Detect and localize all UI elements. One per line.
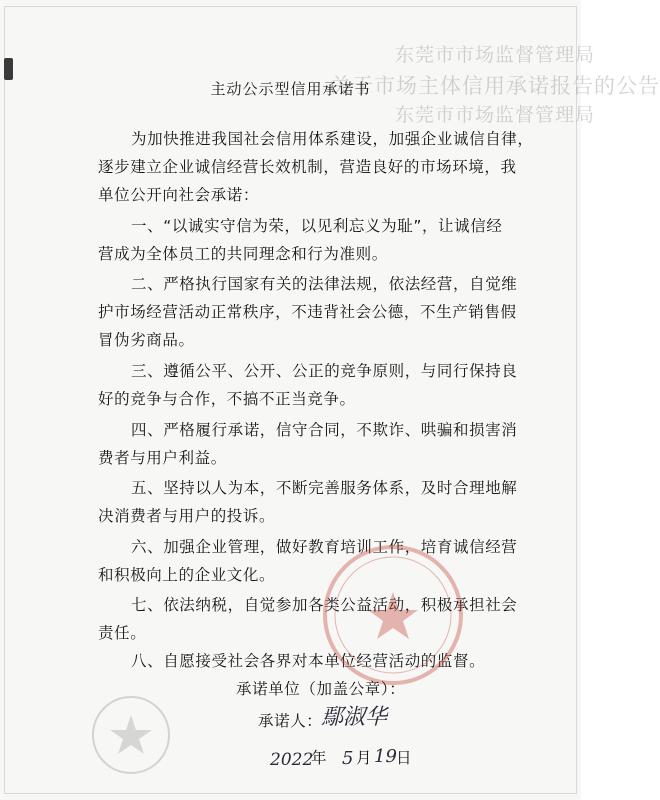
item-2-line-1: 二、严格执行国家有关的法律法规，依法经营，自觉维: [131, 275, 518, 293]
item-8-line-1: 八、自愿接受社会各界对本单位经营活动的监督。: [131, 652, 486, 670]
item-5-line-2: 决消费者与用户的投诉。: [98, 507, 276, 525]
item-2-line-3: 冒伪劣商品。: [98, 331, 195, 349]
date-day-unit: 日: [396, 749, 413, 767]
item-1-line-1: 一、“以诚实守信为荣，以见利忘义为耻”，让诚信经: [131, 217, 503, 235]
item-6-line-1: 六、加强企业管理，做好教育培训工作，培育诚信经营: [131, 538, 518, 556]
date-year-handwritten: 2022: [270, 750, 314, 770]
item-3-line-1: 三、遵循公平、公开、公正的竞争原则，与同行保持良: [131, 362, 518, 380]
date-month-handwritten: 5: [342, 748, 354, 769]
item-7-line-2: 责任。: [98, 624, 147, 642]
date-day-handwritten: 19: [374, 746, 397, 767]
bleed-through-line-2: 关于市场主体信用承诺报告的公告: [330, 74, 660, 98]
intro-line-2: 逐步建立企业诚信经营长效机制，营造良好的市场环境，我: [98, 158, 517, 176]
intro-line-3: 单位公开向社会承诺：: [98, 186, 260, 204]
intro-line-1: 为加快推进我国社会信用体系建设，加强企业诚信自律，: [131, 130, 534, 148]
faint-stamp-mark: [86, 690, 206, 780]
bleed-through-line-1: 东莞市市场监督管理局: [395, 44, 596, 66]
document-title: 主动公示型信用承诺书: [210, 80, 371, 98]
item-5-line-1: 五、坚持以人为本，不断完善服务体系，及时合理地解: [131, 479, 518, 497]
item-4-line-2: 费者与用户利益。: [98, 449, 227, 467]
date-month-unit: 月: [356, 749, 373, 767]
item-2-line-2: 护市场经营活动正常秩序，不违背社会公德，不生产销售假: [98, 303, 517, 321]
bleed-through-line-3: 东莞市市场监督管理局: [395, 104, 596, 126]
scan-edge-mark: [4, 58, 13, 80]
item-7-line-1: 七、依法纳税，自觉参加各类公益活动，积极承担社会: [131, 596, 518, 614]
item-6-line-2: 和积极向上的企业文化。: [98, 566, 276, 584]
handwritten-signature: 鄢淑华: [321, 705, 388, 730]
date-year-unit: 年: [311, 749, 328, 767]
committing-unit-label: 承诺单位（加盖公章）：: [236, 680, 406, 698]
item-1-line-2: 营成为全体员工的共同理念和行为准则。: [98, 245, 388, 263]
committer-label: 承诺人：: [258, 712, 323, 730]
official-seal-stamp: [318, 540, 468, 690]
item-4-line-1: 四、严格履行承诺，信守合同，不欺诈、哄骗和损害消: [131, 421, 518, 439]
item-3-line-2: 好的竞争与合作，不搞不正当竞争。: [98, 390, 356, 408]
